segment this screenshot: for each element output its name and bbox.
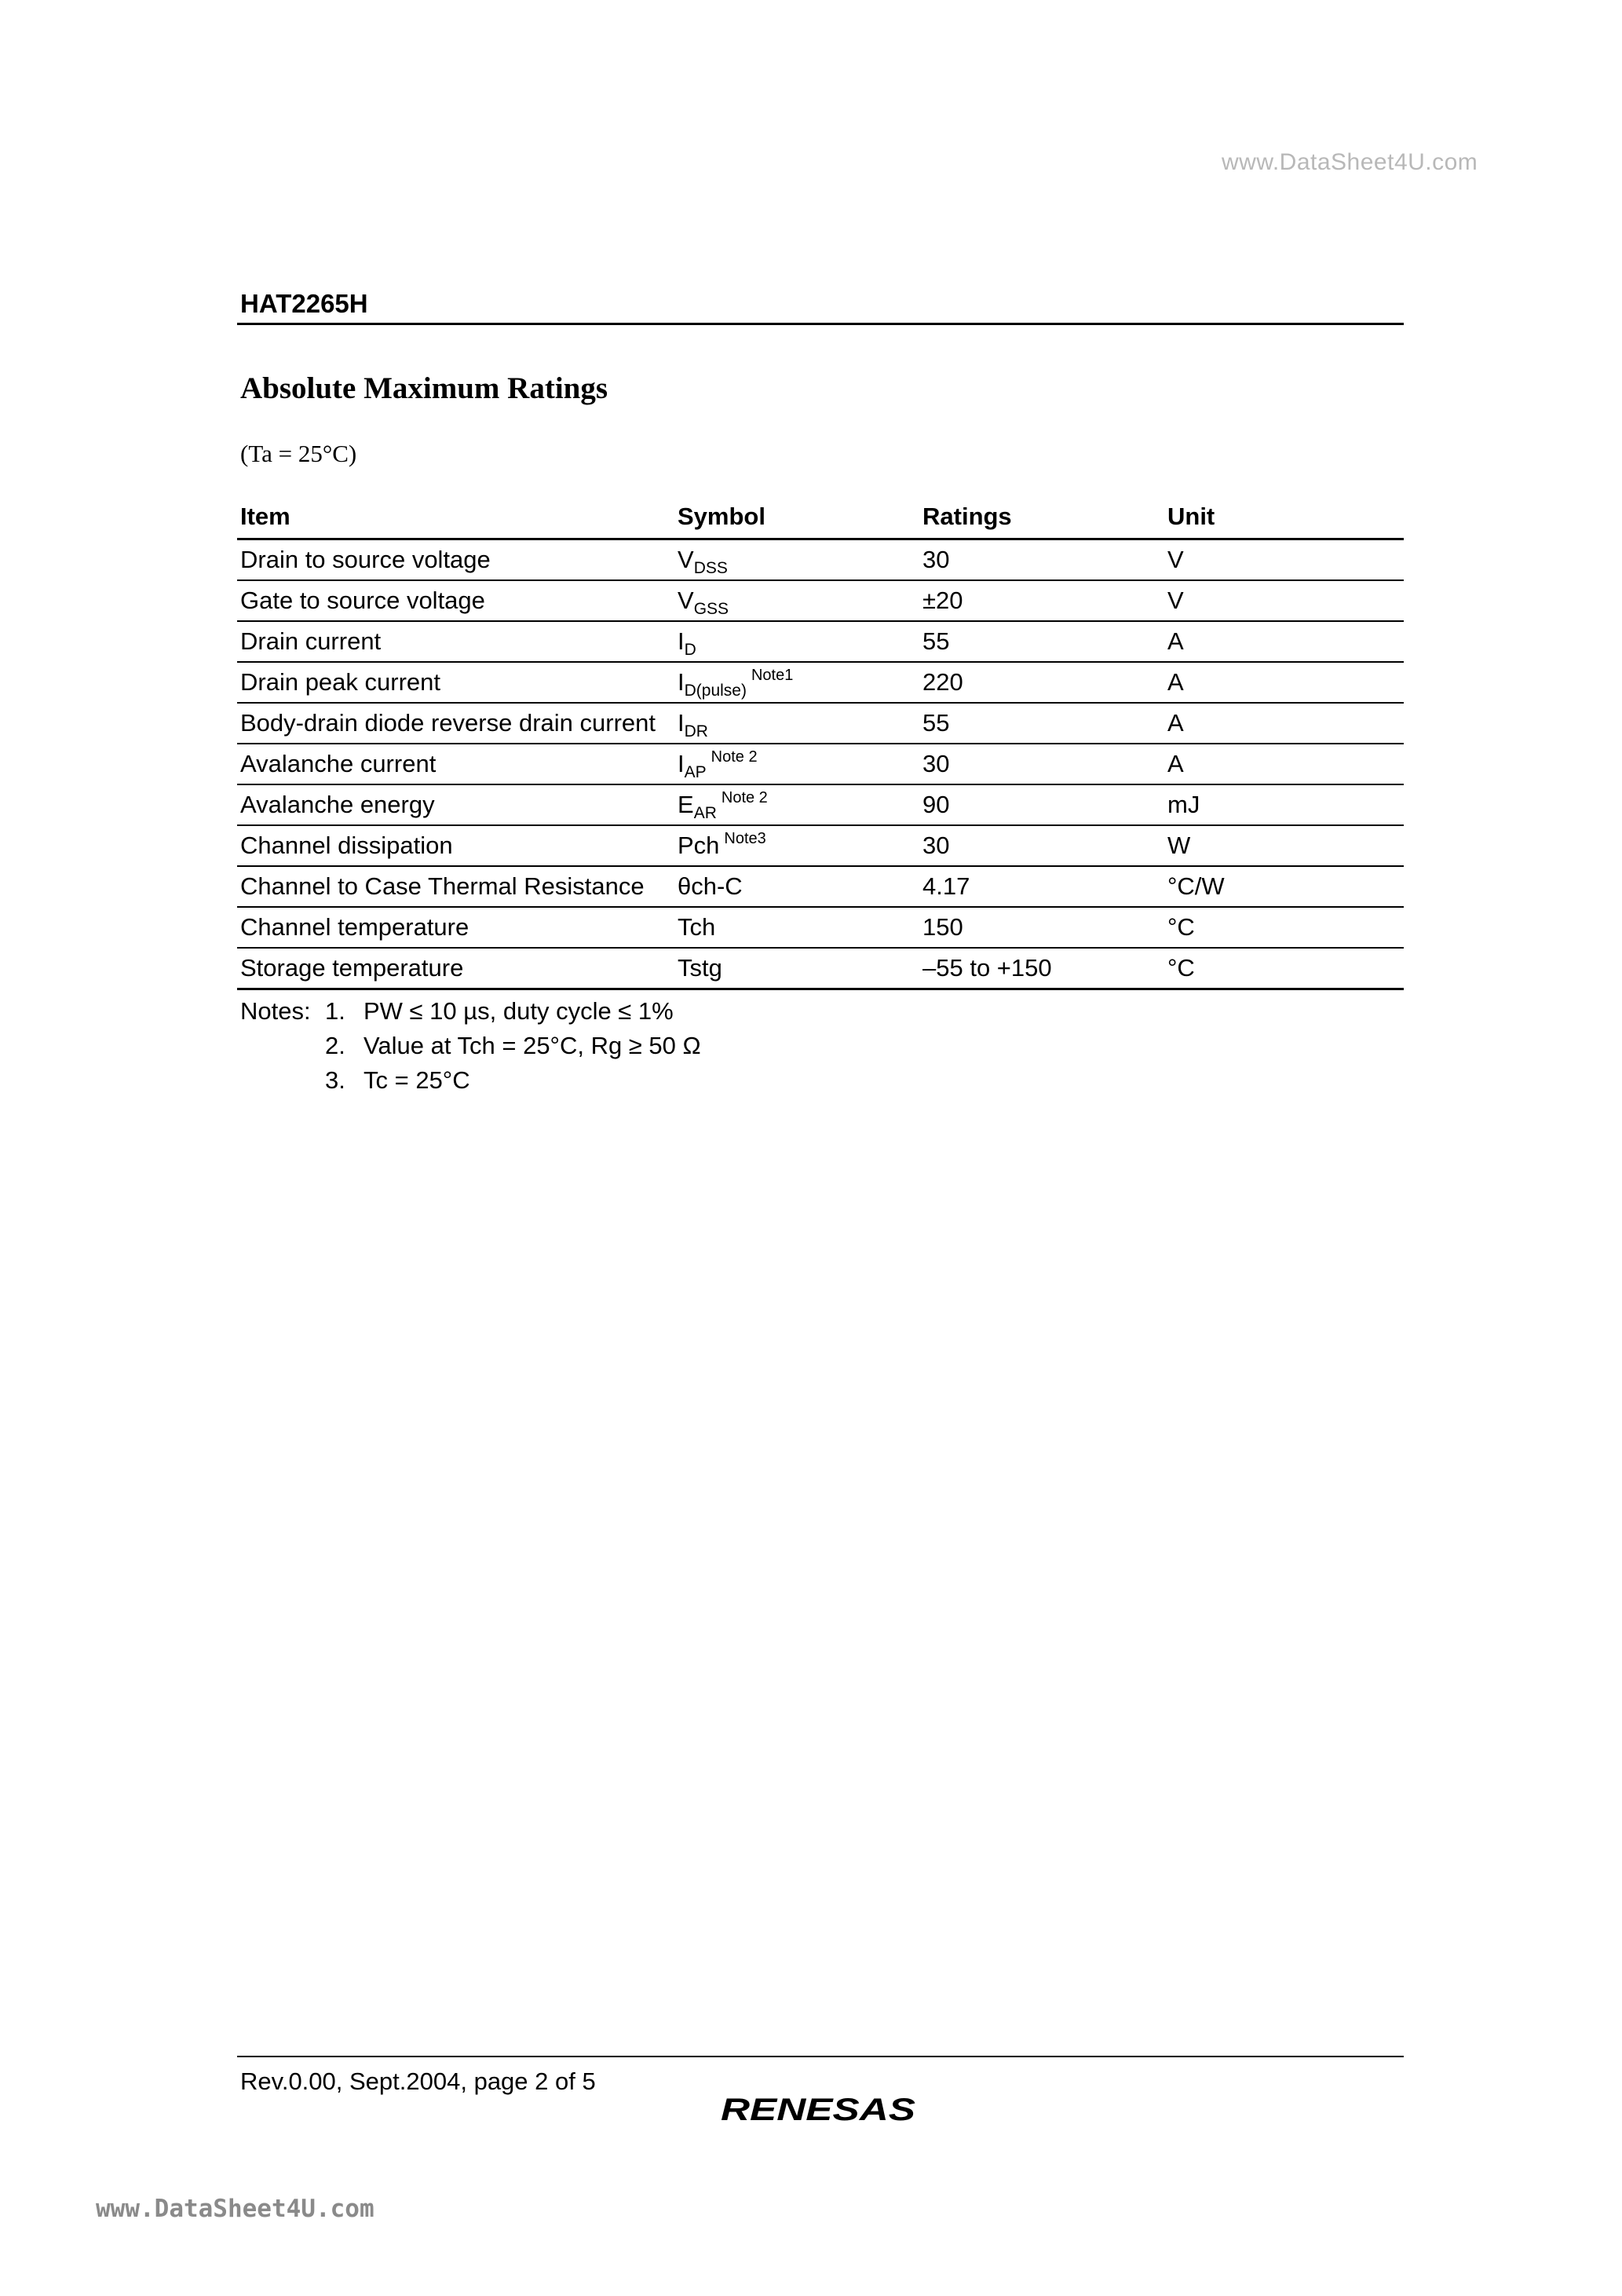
- logo-wordmark: RENESAS: [721, 2093, 916, 2127]
- unit-cell: V: [1164, 539, 1404, 581]
- unit-cell: °C/W: [1164, 866, 1404, 907]
- table-row: [237, 580, 1404, 621]
- item-cell: Avalanche current: [237, 744, 674, 784]
- item-cell: Channel temperature: [237, 907, 674, 948]
- unit-cell: A: [1164, 703, 1404, 744]
- item-cell: Channel to Case Thermal Resistance: [237, 866, 674, 907]
- symbol-main: I: [678, 627, 685, 655]
- table-row: [237, 621, 1404, 662]
- note-text: Tc = 25°C: [363, 1066, 470, 1094]
- symbol-note: Note3: [724, 830, 766, 847]
- header-unit: Unit: [1164, 495, 1404, 539]
- symbol-cell: [674, 784, 919, 825]
- symbol-main: I: [678, 668, 685, 696]
- rating-cell: 30: [919, 539, 1164, 581]
- document-id: HAT2265H: [240, 289, 368, 318]
- unit-cell: A: [1164, 621, 1404, 662]
- symbol-cell: [674, 580, 919, 621]
- symbol-note: Note 2: [711, 748, 758, 766]
- table-row: [237, 825, 1404, 866]
- table-row: [237, 703, 1404, 744]
- symbol-main: V: [678, 546, 694, 573]
- unit-cell: V: [1164, 580, 1404, 621]
- symbol-main: V: [678, 587, 694, 614]
- unit-cell: mJ: [1164, 784, 1404, 825]
- note-text: Value at Tch = 25°C, Rg ≥ 50 Ω: [363, 1032, 701, 1059]
- item-cell: Body-drain diode reverse drain current: [237, 703, 674, 744]
- renesas-logo: [721, 2086, 917, 2130]
- symbol-main: Tch: [678, 913, 716, 941]
- symbol-subscript: AP: [684, 763, 707, 781]
- header-ratings: Ratings: [919, 495, 1164, 539]
- symbol-cell: [674, 703, 919, 744]
- symbol-subscript: DR: [684, 722, 708, 740]
- note-number: 2.: [325, 1032, 345, 1059]
- header-rule: [237, 323, 1404, 325]
- table-row: [237, 784, 1404, 825]
- table-row: [237, 662, 1404, 703]
- symbol-subscript: D(pulse): [684, 682, 747, 700]
- rating-cell: 90: [919, 784, 1164, 825]
- symbol-main: I: [678, 709, 685, 737]
- symbol-main: E: [678, 791, 694, 818]
- footer-rule: [237, 2056, 1404, 2057]
- table-header-row: [237, 495, 1404, 539]
- table-row: [237, 866, 1404, 907]
- item-cell: Drain to source voltage: [237, 539, 674, 581]
- symbol-note: Note1: [751, 667, 794, 684]
- item-cell: Drain peak current: [237, 662, 674, 703]
- symbol-subscript: D: [684, 641, 696, 659]
- item-cell: Gate to source voltage: [237, 580, 674, 621]
- symbol-cell: [674, 825, 919, 866]
- symbol-subscript: GSS: [693, 600, 729, 618]
- symbol-main: Tstg: [678, 954, 722, 982]
- rating-cell: 55: [919, 703, 1164, 744]
- symbol-cell: [674, 948, 919, 989]
- table-row: [237, 907, 1404, 948]
- watermark-bottom: www.DataSheet4U.com: [96, 2195, 374, 2223]
- unit-cell: W: [1164, 825, 1404, 866]
- item-cell: Avalanche energy: [237, 784, 674, 825]
- item-cell: Storage temperature: [237, 948, 674, 989]
- ratings-table: [237, 495, 1404, 990]
- rating-cell: 30: [919, 744, 1164, 784]
- notes-label: Notes:: [240, 997, 311, 1025]
- rating-cell: –55 to +150: [919, 948, 1164, 989]
- rating-cell: 220: [919, 662, 1164, 703]
- symbol-note: Note 2: [721, 789, 768, 806]
- header-item: Item: [237, 495, 674, 539]
- symbol-main: Pch: [678, 832, 720, 859]
- note-number: 1.: [325, 997, 345, 1025]
- item-cell: Channel dissipation: [237, 825, 674, 866]
- section-title: Absolute Maximum Ratings: [240, 371, 608, 405]
- symbol-subscript: DSS: [693, 559, 728, 577]
- unit-cell: °C: [1164, 948, 1404, 989]
- table-row: [237, 744, 1404, 784]
- table-row: [237, 948, 1404, 989]
- symbol-cell: [674, 744, 919, 784]
- symbol-cell: [674, 907, 919, 948]
- table-row: [237, 539, 1404, 581]
- symbol-cell: [674, 539, 919, 581]
- note-text: PW ≤ 10 µs, duty cycle ≤ 1%: [363, 997, 674, 1025]
- page-footer: Rev.0.00, Sept.2004, page 2 of 5: [240, 2067, 596, 2095]
- symbol-cell: [674, 621, 919, 662]
- rating-cell: 55: [919, 621, 1164, 662]
- symbol-cell: [674, 662, 919, 703]
- unit-cell: A: [1164, 744, 1404, 784]
- note-number: 3.: [325, 1066, 345, 1094]
- symbol-main: θch-C: [678, 872, 743, 900]
- symbol-main: I: [678, 750, 685, 777]
- header-symbol: Symbol: [674, 495, 919, 539]
- symbol-cell: [674, 866, 919, 907]
- symbol-subscript: AR: [693, 804, 717, 822]
- rating-cell: 30: [919, 825, 1164, 866]
- rating-cell: ±20: [919, 580, 1164, 621]
- unit-cell: °C: [1164, 907, 1404, 948]
- test-condition: (Ta = 25°C): [240, 440, 357, 467]
- watermark-top: www.DataSheet4U.com: [1222, 149, 1478, 175]
- unit-cell: A: [1164, 662, 1404, 703]
- rating-cell: 4.17: [919, 866, 1164, 907]
- rating-cell: 150: [919, 907, 1164, 948]
- item-cell: Drain current: [237, 621, 674, 662]
